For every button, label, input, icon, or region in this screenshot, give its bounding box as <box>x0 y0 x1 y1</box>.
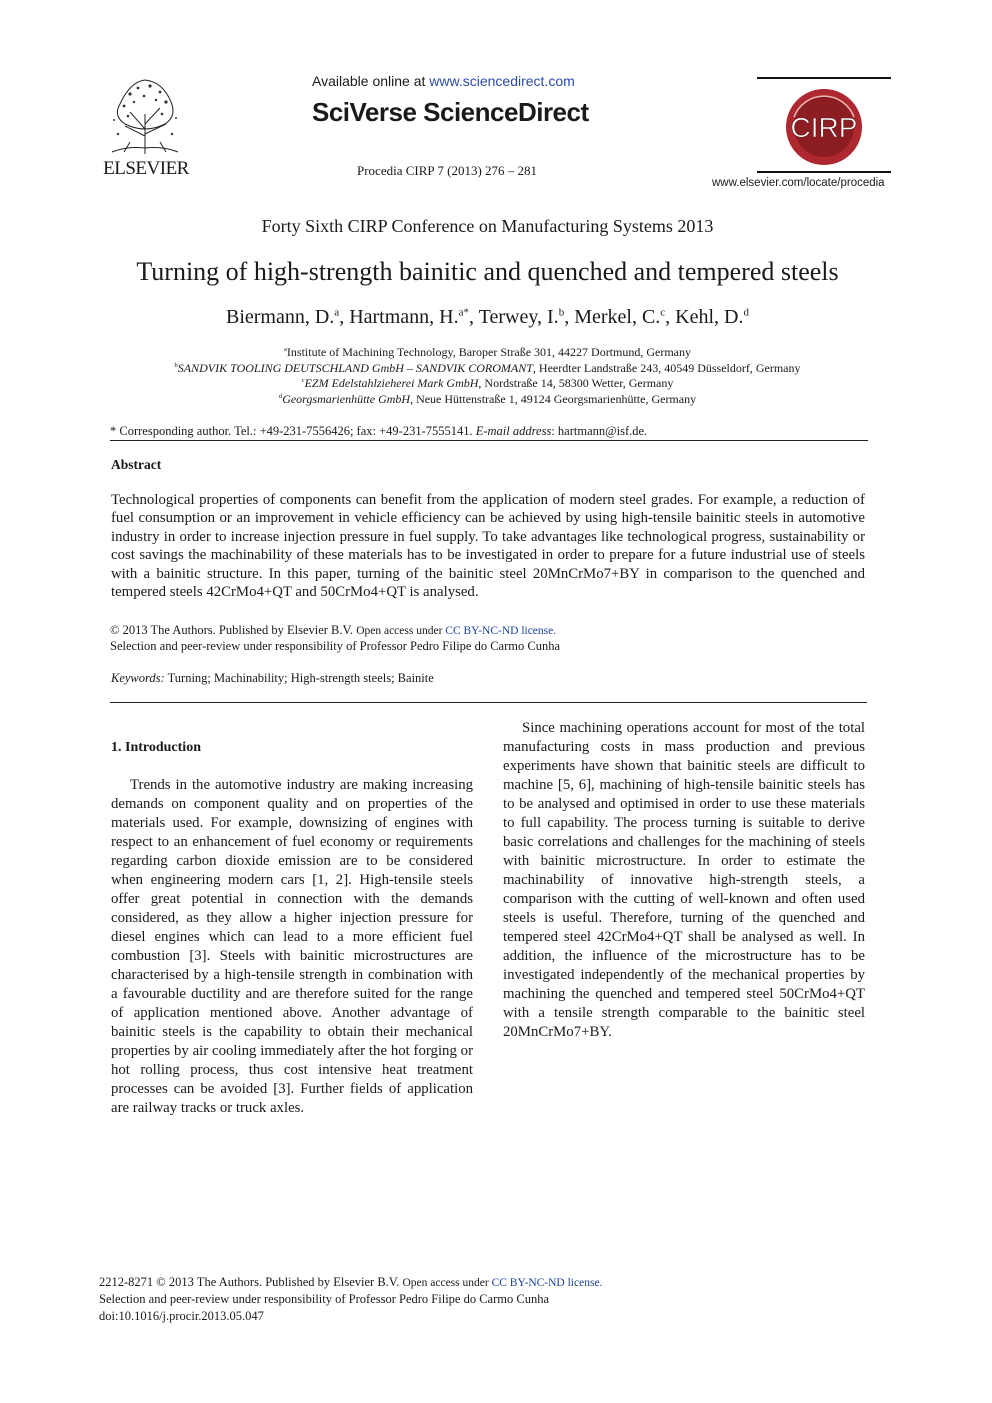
author-mark: a* <box>458 306 469 319</box>
cirp-logo <box>784 87 864 167</box>
divider <box>110 702 867 703</box>
sciencedirect-link[interactable]: www.sciencedirect.com <box>429 73 575 89</box>
copyright-line <box>110 623 556 638</box>
open-access-label: Open access under <box>402 1277 492 1289</box>
conference-name: Forty Sixth CIRP Conference on Manufacturing Systems 2013 <box>261 216 714 236</box>
cirp-rule-bottom <box>757 171 891 173</box>
author-list: Biermann, D.$^a$, Hartmann, H.$^{a*}$, Terwey, I.$^b$, Merkel, C.$^c$, Kehl, D.$^d$ <box>225 306 749 328</box>
corresponding-author <box>110 424 647 439</box>
author-mark: c <box>660 306 666 319</box>
procedia-url: www.elsevier.com/locate/procedia <box>712 177 885 189</box>
affiliation-d <box>0 392 975 407</box>
author-name: Kehl, D. <box>675 306 744 328</box>
affiliation-org: EZM Edelstahlzieherei Mark GmbH <box>304 376 479 390</box>
available-online <box>312 73 575 89</box>
peer-review-line: Selection and peer-review under responsibility of Professor Pedro Filipe do Carmo Cunha <box>110 639 560 653</box>
paper-title: Turning of high-strength bainitic and quenched and tempered steels <box>136 257 839 286</box>
paragraph: Trends in the automotive industry are making increasing demands on component quality and on properties of the materials used. For example, downsizing of engines with respect to an enhancement of fuel economy or requirements regarding carbon dioxide emission are to be considered when engineering modern cars [1, 2]. High-tensile steels offer great potential in connection with the demands considered, as they allow a higher injection pressure for diesel engines which can lead to a more efficient fuel combustion [3]. Steels with bainitic microstructures are characterised by a high-tensile strength in combination with a favourable ductility and are therefore suited for the range of application mentioned above. Another advantage of bainitic steels is the capability to obtain their mechanical properties by air cooling immediately after the hot forging or hot rolling process, thus cost intensive heat treatment processes can be avoided [3]. Further fields of application are railway tracks or truck axles. <box>111 777 473 1116</box>
affiliation-c <box>0 376 975 391</box>
license-link[interactable]: CC BY-NC-ND license. <box>445 625 557 637</box>
open-access-label: Open access under <box>356 625 446 637</box>
abstract-heading: Abstract <box>111 457 162 472</box>
affiliation-address: , Nordstraße 14, 58300 Wetter, Germany <box>478 376 674 390</box>
footer-issn <box>99 1275 602 1290</box>
affiliation-mark: d <box>278 393 283 400</box>
keywords-label: Keywords: <box>111 671 165 685</box>
author-name: Hartmann, H. <box>349 306 459 328</box>
author-mark: d <box>743 306 749 319</box>
divider <box>110 440 868 441</box>
abstract-text: Technological properties of components can benefit from the application of modern steel grades. For example, a reduction of fuel consumption or an improvement in vehicle efficiency can be achieved by using high-tensile bainitic steels in automotive industry in order to increase injection pressure in fuel supply. To take advantages like technological progress, sustainability or cost savings the machinability of these materials has to be investigated in order to prepare for a future industrial use of steels with a bainitic structure. In this paper, turning of the bainitic steel 20MnCrMo7+BY in comparison to the quenched and tempered steels 42CrMo4+QT and 50CrMo4+QT is analysed. <box>111 492 865 601</box>
keywords <box>111 671 434 686</box>
right-column <box>503 719 865 1042</box>
available-prefix: Available online at <box>312 73 430 89</box>
license-link[interactable]: CC BY-NC-ND license. <box>491 1277 603 1289</box>
copyright-text: © 2013 The Authors. Published by Elsevier B.V. <box>110 623 357 637</box>
affiliation-org: SANDVIK TOOLING DEUTSCHLAND GmbH – SANDVIK COROMANT <box>177 361 533 375</box>
affiliation-org: Georgsmarienhütte GmbH <box>282 392 411 406</box>
footer-doi: doi:10.1016/j.procir.2013.05.047 <box>99 1309 264 1323</box>
affiliation-mark: b <box>174 362 178 369</box>
affiliation-mark: a <box>283 346 287 353</box>
affiliation-address: , Heerdter Landstraße 243, 40549 Düsseldorf, Germany <box>532 361 801 375</box>
affiliation-mark: c <box>301 377 305 384</box>
journal-reference: Procedia CIRP 7 (2013) 276 – 281 <box>357 163 538 178</box>
author-name: Merkel, C. <box>574 306 661 328</box>
cirp-logo-text: CIRP <box>790 112 858 143</box>
corresponding-text: * Corresponding author. Tel.: +49-231-7556426; fax: +49-231-7555141. <box>110 424 476 438</box>
affiliation-a <box>0 345 975 360</box>
author-mark: a <box>334 306 340 319</box>
author-name: Terwey, I. <box>478 306 559 328</box>
publisher-logo-text: ELSEVIER <box>103 158 189 179</box>
author-name: Biermann, D. <box>225 306 335 328</box>
affiliation-b <box>0 361 975 376</box>
footer-review: Selection and peer-review under responsibility of Professor Pedro Filipe do Carmo Cunha <box>99 1292 549 1306</box>
sciverse-brand: SciVerse ScienceDirect <box>312 97 589 127</box>
keywords-values: Turning; Machinability; High-strength steels; Bainite <box>164 671 434 685</box>
footer-issn-text: 2212-8271 © 2013 The Authors. Published by Elsevier B.V. <box>99 1275 403 1289</box>
left-column <box>111 776 473 1118</box>
affiliation-address: , Neue Hüttenstraße 1, 49124 Georgsmarienhütte, Germany <box>410 392 697 406</box>
paragraph: Since machining operations account for most of the total manufacturing costs in mass production and previous experiments have shown that bainitic steels are difficult to machine [5, 6], machining of high-tensile bainitic steels has to be analysed and optimised in order to use these materials to full capability. The process turning is suitable to derive basic correlations and challenges for the machining of steels with bainitic microstructure. In order to estimate the machinability of innovative high-strength steels, a comparison with the cutting of well-known and often used steels is useful. Therefore, turning of the quenched and tempered steel 42CrMo4+QT shall be analysed as well. In addition, the influence of the microstructure has to be investigated independently of the mechanical properties by machining the quenched and tempered steel 50CrMo4+QT with a tensile strength comparable to the bainitic steel 20MnCrMo7+BY. <box>503 720 865 1040</box>
affiliation-address: Institute of Machining Technology, Baroper Straße 301, 44227 Dortmund, Germany <box>286 345 692 359</box>
email-label: E-mail address <box>475 424 552 438</box>
cirp-rule-top <box>757 77 891 79</box>
section-heading: 1. Introduction <box>111 740 201 755</box>
author-mark: b <box>558 306 565 319</box>
email-address: : hartmann@isf.de. <box>551 424 648 438</box>
